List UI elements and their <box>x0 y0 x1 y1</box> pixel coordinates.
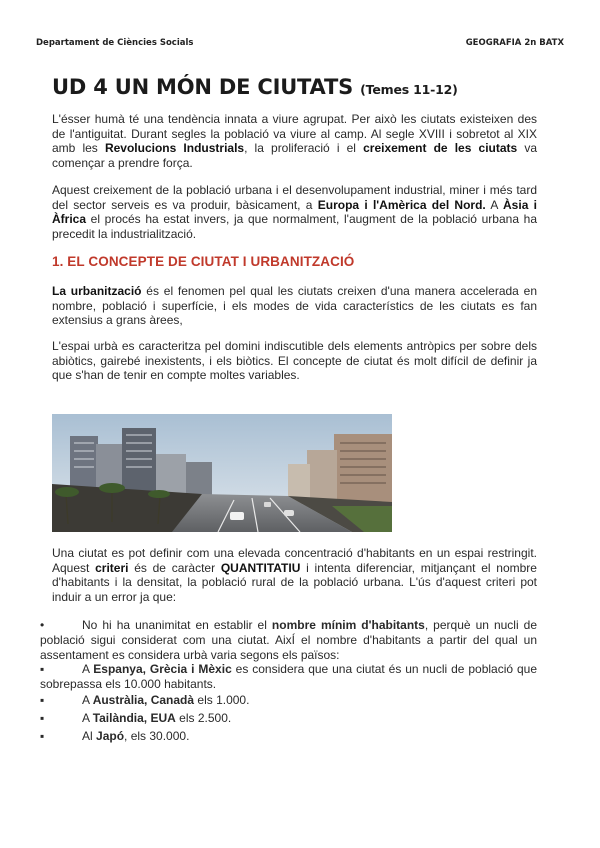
bullet-item-3: ▪ A Austràlia, Canadà els 1.000. <box>40 693 250 707</box>
bullet-dot-icon: ▪ <box>40 693 45 707</box>
term-europa: Europa i l'Amèrica del Nord. <box>317 197 486 212</box>
term-australia: Austràlia, Canadà <box>92 693 195 707</box>
page-header <box>36 38 564 52</box>
term-urbanitzacio: La urbanització <box>52 284 142 298</box>
term-quantitatiu: QUANTITATIU <box>220 560 301 575</box>
bullet-dot-icon: ▪ <box>40 729 45 743</box>
title-sub: (Temes 11-12) <box>360 82 458 97</box>
term-criteri: criteri <box>95 560 129 575</box>
city-photo <box>52 414 392 532</box>
bullet-item-1: • No hi ha unanimitat en establir el nombre mínim d'habitants, perquè un nucli de població sigui considerat com una ciutat. AixÍ el nombre d'habitants a partir del qual un assentament es considera urbà varia segons els països: <box>40 618 537 662</box>
bullet-dot-icon: ▪ <box>40 662 45 676</box>
course-label: GEOGRAFIA 2n BATX <box>465 38 564 48</box>
term-japo: Japó <box>96 729 125 743</box>
bullet-item-4: ▪ A Tailàndia, EUA els 2.500. <box>40 711 232 725</box>
term-nombre-minim: nombre mínim d'habitants <box>271 618 425 632</box>
intro-paragraph-1: L'ésser humà té una tendència innata a viure agrupat. Per això les ciutats existeixen des de l'antiguitat. Durant segles la població va viure al camp. Al segle XVIII i sobretot al XIX amb les Revolucions Industrials, la proliferació i el creixement de les ciutats va començar a prendre força. <box>52 112 537 170</box>
section-heading: 1. EL CONCEPTE DE CIUTAT I URBANITZACIÓ <box>52 254 355 269</box>
term-tailandia: Tailàndia, EUA <box>92 711 176 725</box>
term-creixement: creixement de les ciutats <box>363 141 518 156</box>
term-asia-africa: Àsia i Àfrica <box>52 197 537 227</box>
section-paragraph-2: L'espai urbà es caracteritza pel domini indiscutible dels elements antròpics per sobre dels abiòtics, gairebé inexistents, i els biòtics. El concepte de ciutat és molt difícil de definir ja que s'han de tenir en compte moltes variables. <box>52 339 537 383</box>
section-paragraph-3: Una ciutat es pot definir com una elevada concentració d'habitants en un espai restringit. Aquest criteri és de caràcter QUANTITATIU i intenta diferenciar, mitjançant el nombre d'habitants i la densitat, la població rural de la població urbana. L'ús d'aquest criteri pot induir a un error ja que: <box>52 546 537 604</box>
department-label: Departament de Ciències Socials <box>36 38 194 48</box>
title-main: UD 4 UN MÓN DE CIUTATS <box>52 75 354 99</box>
bullet-item-5: ▪ Al Japó, els 30.000. <box>40 729 190 743</box>
page-title <box>52 75 458 99</box>
bullet-dot-icon: ▪ <box>40 711 45 725</box>
intro-paragraph-2: Aquest creixement de la població urbana i el desenvolupament industrial, miner i més tard del sector serveis es va produir, bàsicament, a Europa i l'Amèrica del Nord. A Àsia i Àfrica el procés ha estat invers, ja que normalment, l'augment de la població urbana ha precedit la industrialització. <box>52 183 537 241</box>
term-espanya: Espanya, Grècia i Mèxic <box>93 662 232 676</box>
term-revolucions: Revolucions Industrials <box>104 141 245 156</box>
section-paragraph-1: La urbanització és el fenomen pel qual les ciutats creixen d'una manera accelerada en nombre, població i superfície, i els modes de vida característics de les ciutats es fan extensius a grans àrees, <box>52 284 538 328</box>
bullet-dot-icon: • <box>40 618 45 632</box>
bullet-item-2: ▪ A Espanya, Grècia i Mèxic es considera que una ciutat és un nucli de població que sobrepassa els 10.000 habitants. <box>40 662 537 691</box>
